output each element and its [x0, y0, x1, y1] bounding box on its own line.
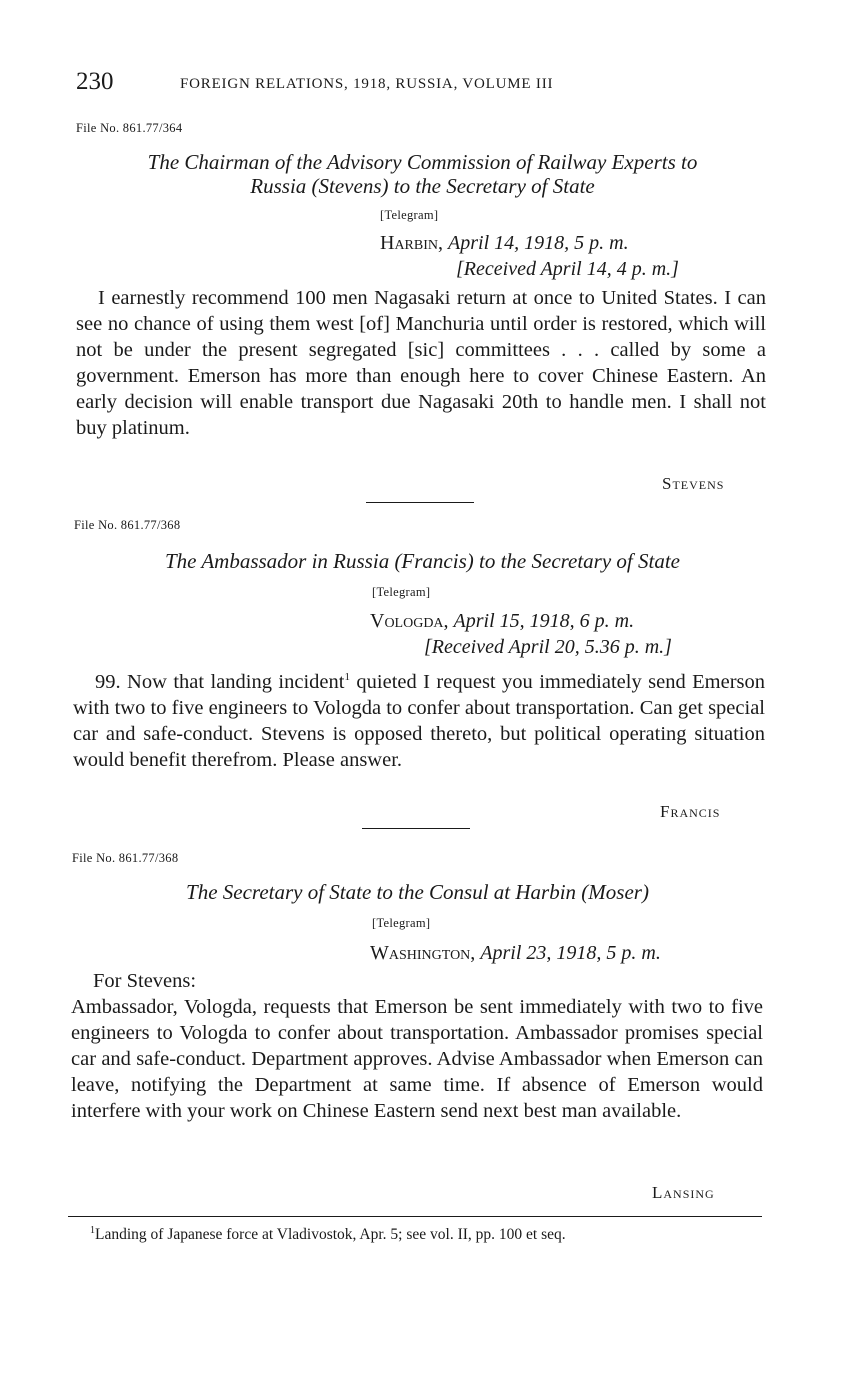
footnote-reference: 1 [344, 671, 350, 683]
message-paragraph: Ambassador, Vologda, requests that Emerson be sent immediately with two to five engineers to Vologda to confer about transportation. Ambassador promises special car and safe-conduct. Department approves. Advise Ambassador when Emerson can leave, notifying the Department at same time. If absence of Emerson would interfere with your work on Chinese Eastern send next best man available. [71, 996, 763, 1122]
message-body [73, 664, 765, 773]
dateline-date: April 23, 1918, 5 p. m. [480, 942, 661, 964]
message-body [71, 968, 763, 1124]
telegram-label: [Telegram] [380, 208, 439, 222]
dateline-place: Harbin, [380, 232, 444, 254]
document-title [70, 549, 775, 573]
title-line: The Chairman of the Advisory Commission of Railway Experts to [147, 150, 698, 174]
signature: Lansing [652, 1183, 715, 1202]
file-number: File No. 861.77/368 [72, 851, 179, 865]
dateline-place: Vologda, [370, 610, 449, 632]
dateline-date: April 14, 1918, 5 p. m. [448, 232, 629, 254]
paragraph-text: quieted I request you immediately send Emerson with two to five engineers to Vologda to confer about transportation. Can get special car and safe-conduct. Stevens is opposed thereto, but political operating situation would benefit therefrom. Please answer. [73, 670, 766, 771]
dateline [380, 232, 629, 255]
received-date: [Received April 20, 5.36 p. m.] [424, 636, 672, 658]
footnote-text: Landing of Japanese force at Vladivostok, Apr. 5; see vol. II, pp. 100 et seq. [95, 1226, 566, 1244]
paragraph-text: 99. Now that landing incident [95, 670, 345, 693]
title-line: Russia (Stevens) to the Secretary of State [250, 174, 595, 198]
file-number: File No. 861.77/364 [76, 121, 183, 135]
received-line [424, 636, 672, 659]
received-line [456, 258, 679, 281]
received-date: [Received April 14, 4 p. m.] [456, 258, 679, 280]
telegram-label: [Telegram] [372, 916, 431, 930]
section-divider [362, 828, 470, 829]
dateline-date: April 15, 1918, 6 p. m. [453, 610, 635, 632]
dateline [370, 942, 661, 965]
page-number: 230 [76, 68, 114, 95]
signature: Francis [660, 802, 721, 821]
salutation: For Stevens: [93, 970, 197, 992]
signature: Stevens [662, 474, 725, 493]
dateline [370, 610, 634, 633]
message-paragraph: I earnestly recommend 100 men Nagasaki return at once to United States. I can see no chance of using them west [of] Manchuria until order is restored, which will not be under the present segregated [sic] committees . . . called by some a government. Emerson has more than enough here to cover Chinese Eastern. An early decision will enable transport due Nagasaki 20th to handle men. I shall not buy platinum. [76, 287, 766, 439]
footnote [90, 1225, 566, 1244]
dateline-place: Washington, [370, 942, 476, 964]
file-number: File No. 861.77/368 [74, 518, 181, 532]
footnote-marker: 1 [90, 1225, 95, 1236]
message-body [76, 285, 766, 441]
document-title [70, 150, 775, 198]
document-title [65, 880, 770, 904]
section-divider [366, 502, 474, 503]
title-line: The Secretary of State to the Consul at Harbin (Moser) [186, 880, 649, 904]
footnote-rule [68, 1216, 762, 1217]
running-title: FOREIGN RELATIONS, 1918, RUSSIA, VOLUME III [180, 76, 554, 92]
title-line: The Ambassador in Russia (Francis) to the Secretary of State [164, 549, 681, 573]
telegram-label: [Telegram] [372, 585, 431, 599]
message-paragraph [73, 664, 765, 773]
